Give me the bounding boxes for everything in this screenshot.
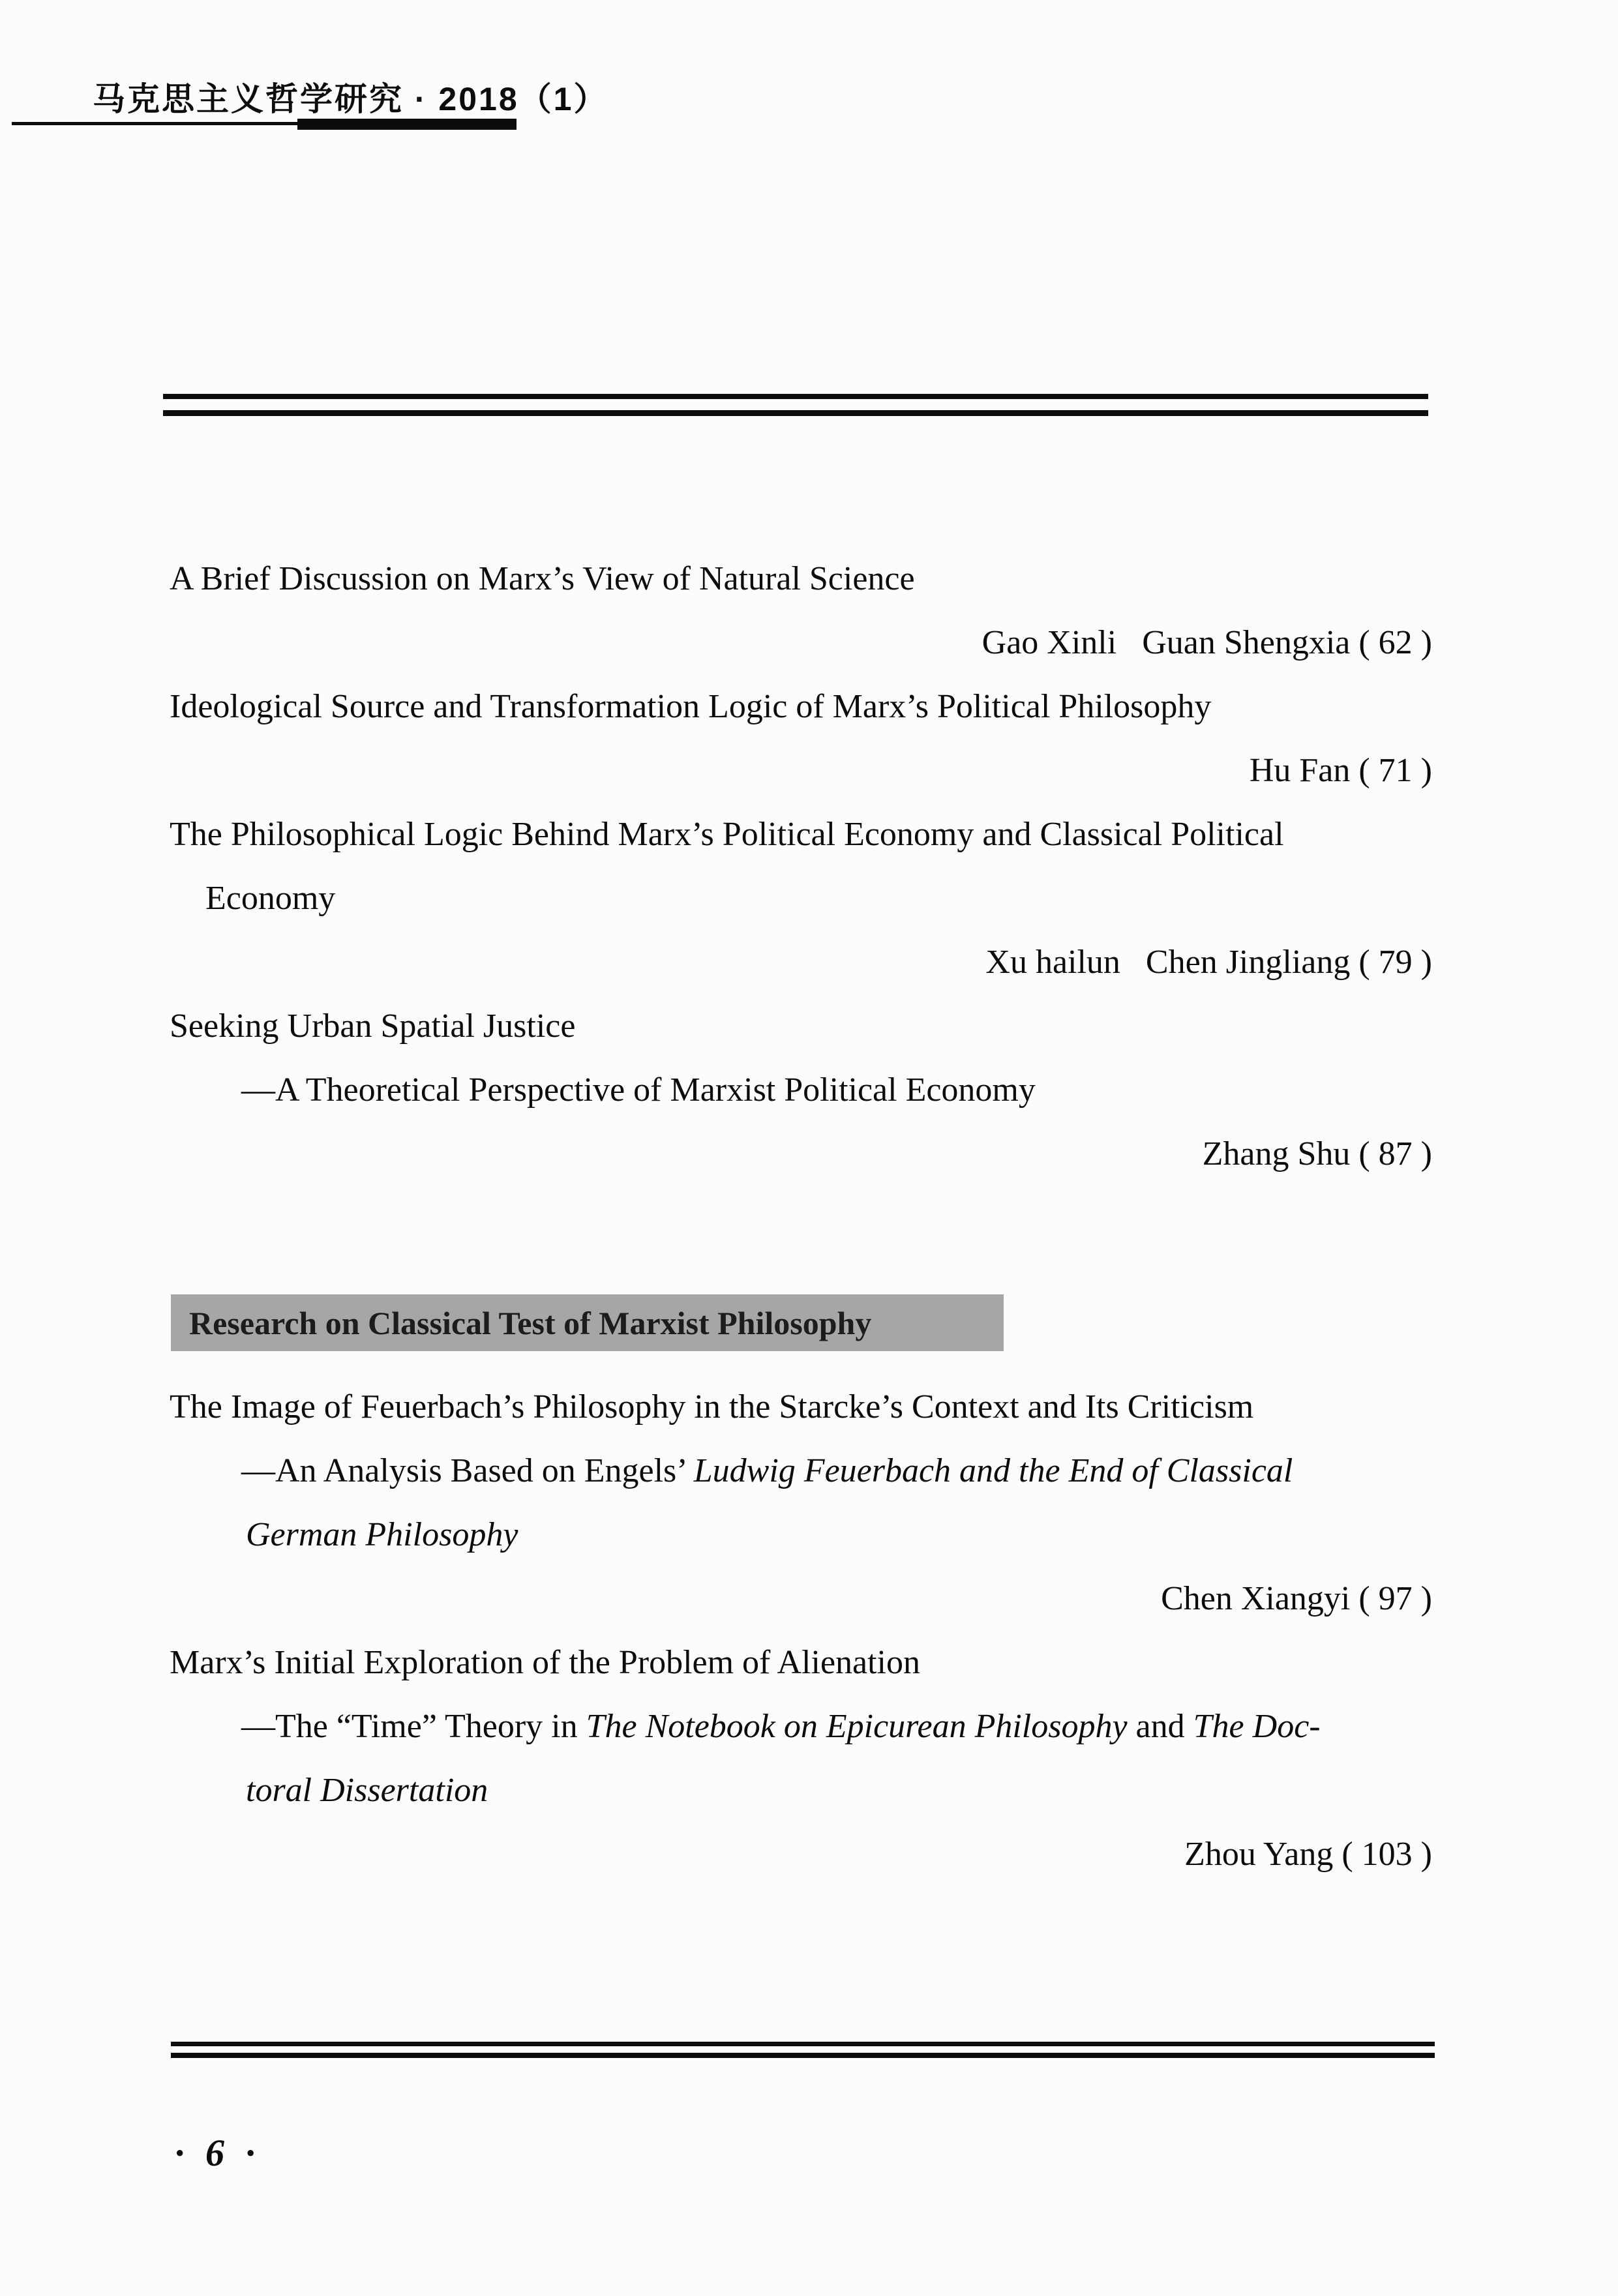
toc-entry-authors-page: Chen Xiangyi ( 97 ) bbox=[1161, 1580, 1432, 1617]
toc-entry bbox=[170, 675, 1432, 803]
toc-entry-authors-page: Zhang Shu ( 87 ) bbox=[1202, 1135, 1432, 1172]
toc-entry bbox=[170, 1631, 1432, 1886]
title-text-segment: —The “Time” Theory in bbox=[241, 1708, 586, 1745]
title-italic-segment: German Philosophy bbox=[246, 1516, 518, 1553]
page-number: · 6 · bbox=[175, 2132, 261, 2174]
toc-entry-title-line bbox=[170, 1058, 1432, 1122]
toc-entry bbox=[170, 803, 1432, 994]
toc-block-upper bbox=[170, 547, 1432, 1186]
title-italic-segment: The Notebook on Epicurean Philosophy bbox=[586, 1708, 1128, 1745]
title-text-segment: Marx’s Initial Exploration of the Problem of Alienation bbox=[170, 1644, 921, 1681]
toc-entry bbox=[170, 994, 1432, 1186]
toc-entry-authors-page: Hu Fan ( 71 ) bbox=[1249, 752, 1432, 789]
title-text-segment: Seeking Urban Spatial Justice bbox=[170, 1007, 576, 1045]
toc-entry-title-line bbox=[170, 867, 1432, 931]
title-italic-segment: Ludwig Feuerbach and the End of Classical bbox=[693, 1452, 1293, 1489]
title-text-segment: —An Analysis Based on Engels’ bbox=[241, 1452, 694, 1489]
toc-entry-title-line bbox=[170, 1375, 1432, 1439]
title-text-segment: —A Theoretical Perspective of Marxist Political Economy bbox=[241, 1071, 1036, 1109]
top-double-rule bbox=[163, 394, 1428, 416]
toc-entry-title-line bbox=[170, 803, 1432, 867]
toc-entry-title-line bbox=[170, 1503, 1432, 1567]
title-text-segment: Economy bbox=[205, 880, 336, 917]
title-text-segment: The Philosophical Logic Behind Marx’s Political Economy and Classical Political bbox=[170, 816, 1284, 853]
toc-entry bbox=[170, 1375, 1432, 1631]
toc-entry-title-line bbox=[170, 1631, 1432, 1695]
journal-title: 马克思主义哲学研究 · 2018（1） bbox=[93, 81, 608, 117]
title-italic-segment: The Doc- bbox=[1193, 1708, 1321, 1745]
title-text-segment: The Image of Feuerbach’s Philosophy in the Starcke’s Context and Its Criticism bbox=[170, 1388, 1254, 1425]
toc-entry-title-line bbox=[170, 1759, 1432, 1823]
toc-entry-title-line bbox=[170, 1439, 1432, 1503]
toc-entry-authors-page: Zhou Yang ( 103 ) bbox=[1184, 1836, 1432, 1873]
toc-entry-authors-page: Xu hailun Chen Jingliang ( 79 ) bbox=[985, 944, 1432, 981]
toc-block-lower bbox=[170, 1375, 1432, 1886]
toc-entry-authors-page: Gao Xinli Guan Shengxia ( 62 ) bbox=[981, 624, 1432, 661]
title-text-segment: Ideological Source and Transformation Logic of Marx’s Political Philosophy bbox=[170, 688, 1212, 725]
section-header-bar bbox=[171, 1294, 1004, 1351]
section-header-label: Research on Classical Test of Marxist Philosophy bbox=[189, 1304, 872, 1341]
toc-entry-title-line bbox=[170, 994, 1432, 1058]
title-text-segment: A Brief Discussion on Marx’s View of Natural Science bbox=[170, 560, 915, 597]
toc-entry-title-line bbox=[170, 1695, 1432, 1759]
bottom-double-rule bbox=[171, 2042, 1435, 2058]
title-italic-segment: toral Dissertation bbox=[246, 1772, 488, 1809]
toc-entry-title-line bbox=[170, 675, 1432, 739]
toc-entry-title-line bbox=[170, 547, 1432, 611]
title-text-segment: and bbox=[1127, 1708, 1193, 1745]
toc-entry bbox=[170, 547, 1432, 675]
header-underline-thick bbox=[297, 119, 517, 130]
